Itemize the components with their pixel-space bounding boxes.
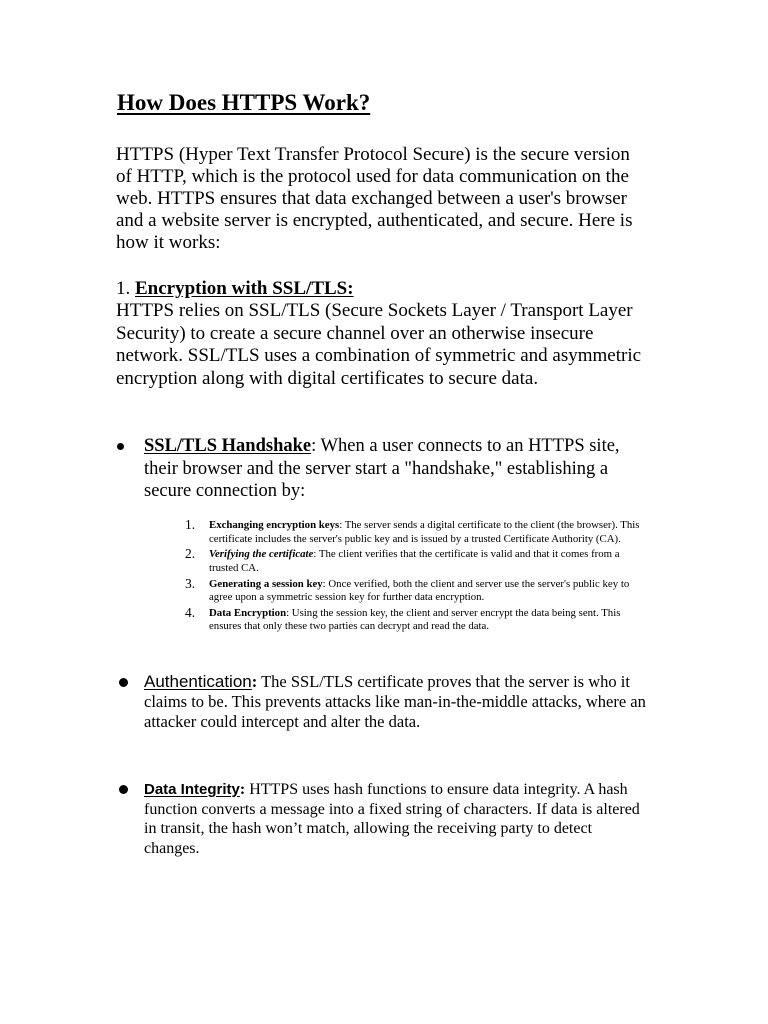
bullet-dot-icon [119,785,128,794]
step-number: 1. [185,517,196,532]
handshake-steps-list [180,519,650,636]
bullet-text [144,780,650,858]
bullet-body: : When a user connects to an HTTPS site, their browser and the server start a "handshake," establishing a secure connection by: [144,436,620,501]
list-item [180,519,650,546]
bullet-text [144,672,650,732]
step-number: 4. [185,604,196,620]
bullet-colon: : [239,781,246,798]
section-heading-label: Encryption with SSL/TLS: [135,278,354,299]
bullet-body: The SSL/TLS certificate proves that the server is who it claims to be. This prevents attacks like man-in-the-middle attacks, where an attacker could intercept and alter the data. [144,672,646,731]
bullet-dot-icon [119,678,128,687]
bullet-body: HTTPS uses hash functions to ensure data integrity. A hash function converts a message into a fixed string of characters. If data is altered in transit, the hash won’t match, allowing the receiving party to detect changes. [144,781,640,857]
bullet-dot-icon [117,443,124,450]
step-number: 3. [185,575,196,591]
step-text: : Using the session key, the client and server encrypt the data being sent. This ensures that only these two parties can decrypt and read the data. [209,606,621,633]
section-body: HTTPS relies on SSL/TLS (Secure Sockets Layer / Transport Layer Security) to create a secure channel over an otherwise insecure network. SSL/TLS uses a combination of symmetric and asymmetric encryption along with digital certificates to secure data. [116,300,642,389]
list-item [180,548,650,575]
list-item [180,604,650,634]
bullet-lead: Data Integrity [144,781,240,798]
step-number: 2. [185,546,196,562]
list-item [180,575,650,605]
bullet-colon: : [251,672,258,691]
page-title: How Does HTTPS Work? [117,90,371,115]
step-text: : The client verifies that the certificate is valid and that it comes from a trusted CA. [209,548,620,574]
bullet-lead: Authentication [144,672,252,691]
step-term: Generating a session key [209,577,323,590]
step-term: Verifying the certificate [209,548,314,561]
bullet-text [144,435,644,503]
step-term: Exchanging encryption keys [209,519,340,531]
step-text: : Once verified, both the client and server use the server's public key to agree upon a symmetric session key for further data encryption. [209,577,630,604]
section-number: 1. [116,278,131,299]
intro-paragraph: HTTPS (Hyper Text Transfer Protocol Secure) is the secure version of HTTP, which is the protocol used for data communication on the web. HTTPS ensures that data exchanged between a user's browser and a website server is encrypted, authenticated, and secure. Here is how it works: [116,144,633,253]
section-heading [116,278,354,300]
step-text: : The server sends a digital certificate to the client (the browser). This certificate includes the server's public key and is issued by a trusted Certificate Authority (CA). [209,519,640,545]
bullet-lead: SSL/TLS Handshake [144,436,312,456]
step-term: Data Encryption [209,606,287,619]
